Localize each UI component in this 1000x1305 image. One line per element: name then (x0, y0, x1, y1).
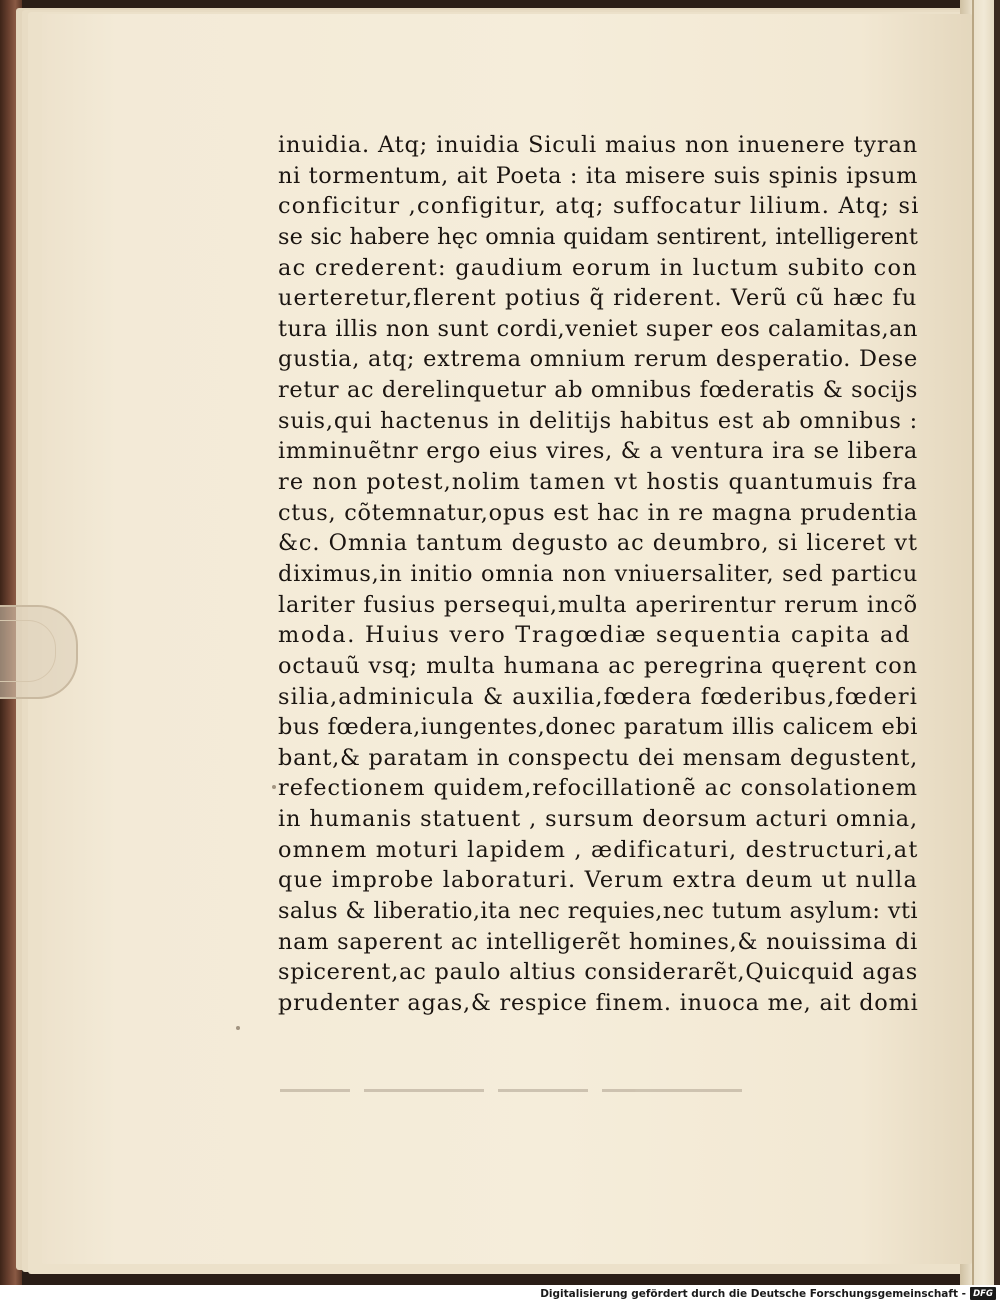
text-line: imminuẽtnr ergo eius vires, & a ventura ira se libera (278, 438, 918, 465)
digitization-credit: Digitalisierung gefördert durch die Deutsche Forschungsgemeinschaft - (540, 1288, 966, 1300)
text-line: ctus, cõtemnatur,opus est hac in re magna prudentia (278, 499, 919, 526)
facing-page-edge (994, 0, 1000, 1285)
gutter-fold-line (972, 0, 974, 1285)
text-line: salus & liberatio,ita nec requies,nec tutum asylum: vti (278, 898, 918, 925)
text-line: bus fœdera,iungentes,donec paratum illis calicem ebi (278, 714, 918, 741)
text-line: prudenter agas,& respice finem. inuoca me, ait domi (278, 989, 919, 1016)
text-line: refectionem quidem,refocillationẽ ac consolationem (278, 775, 918, 802)
text-line: retur ac derelinquetur ab omnibus fœderatis & socijs (278, 377, 918, 404)
text-line: bant,& paratam in conspectu dei mensam degustent, (278, 744, 919, 771)
show-through-text (280, 1080, 840, 1110)
text-line: silia,adminicula & auxilia,fœdera fœderibus,fœderi (278, 683, 919, 710)
latin-text-block (278, 130, 918, 1019)
text-line: inuidia. Atq; inuidia Siculi maius non inuenere tyran (278, 132, 918, 158)
text-line: uerteretur,flerent potius q̃ riderent. Verũ cũ hæc fu (278, 285, 918, 312)
text-line: spicerent,ac paulo altius considerarẽt,Quicquid agas (278, 959, 918, 986)
text-line: omnem moturi lapidem , ædificaturi, destructuri,at (278, 836, 919, 863)
text-line: octauũ vsq; multa humana ac peregrina quęrent con (278, 652, 918, 679)
text-line: nam saperent ac intelligerẽt homines,& nouissima di (278, 928, 918, 955)
dfg-logo-icon: DFG (970, 1287, 996, 1300)
text-line: lariter fusius persequi,multa aperirentur rerum incõ (278, 591, 919, 618)
text-line: tura illis non sunt cordi,veniet super eos calamitas,an (278, 315, 918, 342)
ink-speck (236, 1026, 240, 1030)
text-line: ac crederent: gaudium eorum in luctum subito con (278, 254, 919, 281)
text-line: &c. Omnia tantum degusto ac deumbro, si liceret vt (278, 530, 918, 557)
text-line: que improbe laboraturi. Verum extra deum ut nulla (278, 867, 918, 894)
text-line: ni tormentum, ait Poeta : ita misere suis spinis ipsum (278, 162, 918, 189)
text-line: in humanis statuent , sursum deorsum acturi omnia, (278, 806, 918, 833)
text-line: moda. Huius vero Tragœdiæ sequentia capita ad (278, 622, 912, 649)
text-line: conficitur ,configitur, atq; suffocatur lilium. Atq; si (278, 193, 920, 220)
text-line: gustia, atq; extrema omnium rerum desperatio. Dese (278, 346, 918, 373)
text-line: suis,qui hactenus in delitijs habitus est ab omnibus : (278, 407, 918, 434)
ink-speck (272, 785, 276, 789)
text-line: re non potest,nolim tamen vt hostis quantumuis fra (278, 469, 918, 496)
text-line: se sic habere hęc omnia quidam sentirent, intelligerent (278, 223, 918, 250)
clip-impression-inner (0, 620, 56, 682)
text-line: diximus,in initio omnia non vniuersaliter, sed particu (278, 560, 918, 587)
